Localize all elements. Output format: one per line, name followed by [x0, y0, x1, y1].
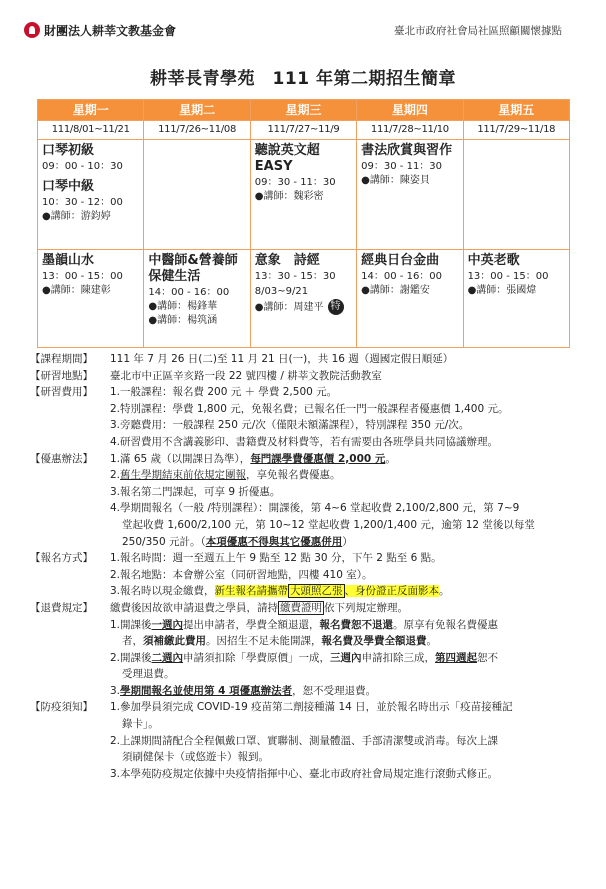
morning-thursday: [357, 140, 463, 250]
organization-name: 財團法人耕莘文教基金會: [44, 24, 177, 38]
course-classic-songs: 經典日台金曲 14：00 - 16：00 ●講師：謝鑑安: [361, 253, 443, 296]
discount-row: 【優惠辦法】 1.滿 65 歲（以開課日為準），每門課學費優惠價 2,000 元。 2.舊生學期結束前依規定團報，享免報名費優惠。 3.報名第二門課起，可享 9 折優惠。 4.學期間報名（一般 /特別課程）：開課後，第 4~6 堂起收費 2,100/2,800 元，第 7~9 堂起收費 1,600/2,100 元，第 10~12 堂起收費 1,200/1,400 元，逾第 12 堂後以每堂 250/350 元計。（本項優惠不得與其它優惠併用）: [30, 452, 535, 548]
date-wednesday: 111/7/27~11/9: [250, 121, 356, 140]
info-section: [30, 351, 578, 782]
day-monday: 星期一: [38, 100, 144, 121]
page-header: [0, 0, 606, 62]
date-thursday: 111/7/28~11/10: [357, 121, 463, 140]
refund-row: 【退費規定】 繳費後因故欲申請退費之學員，請持 繳費證明 依下列規定辦理。 1.開課後一週內提出申請者，學費全額退還，報名費恕不退還。原享有免報名費優惠 者，須補繳此費用。因招生不足未能開課，報名費及學費全額退費。 2.開課後二週內申請須扣除「學費原價」一成，三週內申請扣除三成，第四週起恕不 受理退費。 3.學期間報名並使用第 4 項優惠辦法者，恕不受理退費。: [30, 601, 499, 697]
morning-wednesday: [250, 140, 356, 250]
course-harmonica-basic: 口琴初級 09：00 - 10：30: [42, 143, 123, 172]
registration-row: 【報名方式】 1.報名時間：週一至週五上午 9 點至 12 點 30 分，下午 2 點至 6 點。 2.報名地點：本會辦公室（同研習地點，四樓 410 室）。 3.報名時以現金繳費，新生報名請攜帶 大頭照乙張 、身份證正反面影本。: [30, 552, 450, 598]
course-health: 中醫師&營養師 保健生活 14：00 - 16：00 ●講師：楊鋒華 ●講師：楊筑涵: [148, 253, 238, 326]
date-monday: 111/8/01~11/21: [38, 121, 144, 140]
period-row: 【課程期間】 111 年 7 月 26 日(二)至 11 月 21 日(一)，共 16 週（週國定假日順延）: [30, 353, 454, 365]
date-friday: 111/7/29~11/18: [463, 121, 569, 140]
course-oldies: 中英老歌 13：00 - 15：00 ●講師：張國煒: [467, 253, 549, 296]
day-tuesday: 星期二: [144, 100, 250, 121]
course-harmonica-intermediate: 口琴中級 10：30 - 12：00 ●講師：游鈞婷: [42, 179, 123, 222]
afternoon-tuesday: [144, 250, 250, 348]
course-english: 聽說英文超 EASY 09：30 - 11：30 ●講師：魏彩密: [254, 143, 336, 202]
schedule-table: [37, 99, 570, 348]
course-poetry: 意象 詩經 13：30 - 15：30 8/03~9/21 ●講師：周建平 特: [251, 250, 356, 318]
covid-row: 【防疫須知】 1.參加學員須完成 COVID-19 疫苗第二劑接種滿 14 日，並於報名時出示「疫苗接種記 錄卡」。 2.上課期間請配合全程佩戴口罩、實聯制、測量體溫、手部清潔雙或消毒。每次上課 須刷健保卡（或悠遊卡）報到。 3.本學苑防疫規定依據中央疫情指揮中心、臺北市政府社會局規定進行滾動式修正。: [30, 701, 513, 780]
afternoon-friday: [463, 250, 569, 348]
day-thursday: 星期四: [357, 100, 463, 121]
partner-name: 臺北市政府社會局社區照顧關懷據點: [394, 25, 562, 37]
morning-tuesday: [144, 140, 250, 250]
course-calligraphy: 書法欣賞與習作 09：30 - 11：30 ●講師：陳姿貝: [361, 143, 453, 186]
afternoon-monday: [38, 250, 144, 348]
foundation-logo-icon: [24, 22, 40, 38]
page-title: 耕莘長青學苑 111 年第二期招生簡章: [150, 69, 456, 89]
special-course-badge: 特: [328, 299, 344, 315]
date-tuesday: 111/7/26~11/08: [144, 121, 250, 140]
place-row: 【研習地點】 臺北市中正區辛亥路一段 22 號四樓 / 耕莘文教院活動教室: [30, 369, 382, 382]
course-landscape-painting: 墨韻山水 13：00 - 15：00 ●講師：陳建彰: [42, 253, 123, 296]
fee-row: 【研習費用】 1.一般課程：報名費 200 元 ＋ 學費 2,500 元。 2.特別課程：學費 1,800 元，免報名費；已報名任一門一般課程者優惠價 1,400 元。 3.旁聽費用：一般課程 250 元/次（僅限未額滿課程），特別課程 350 元/次。 4.研習費用不含講義影印、書籍費及材料費等，若有需要由各班學員共同協議辦理。: [30, 386, 509, 448]
morning-monday: [38, 140, 144, 250]
afternoon-wednesday: [250, 250, 356, 348]
afternoon-thursday: [357, 250, 463, 348]
day-wednesday: 星期三: [250, 100, 356, 121]
morning-friday: [463, 140, 569, 250]
day-friday: 星期五: [463, 100, 569, 121]
